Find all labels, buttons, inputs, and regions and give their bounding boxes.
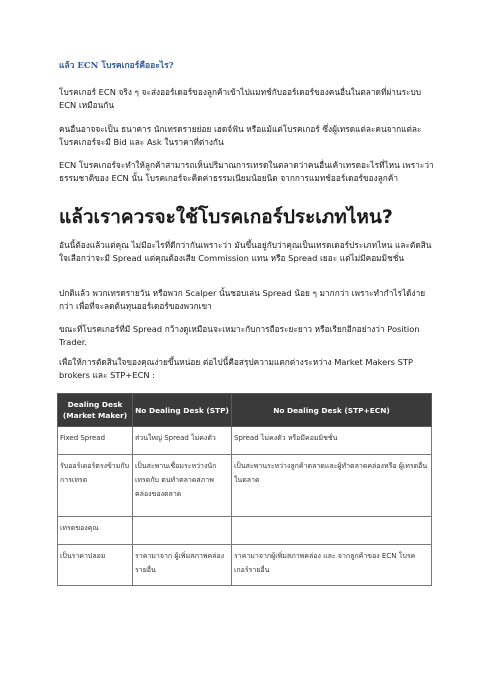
comparison-table	[57, 393, 432, 586]
paragraph: ปกติแล้ว พวกเทรดรายวัน หรือพวก Scalper นั้นชอบเล่น Spread น้อย ๆ มากกว่า เพราะทำกำไรได้ง่ายกว่า เพื่อที่จะลดต้นทุนออร์เดอร์ของพวกเขา	[59, 288, 426, 311]
paragraph: โบรคเกอร์ ECN จริง ๆ จะส่งออร์เดอร์ของลูกค้าเข้าไปแมทช์กับออร์เดอร์ของคนอื่นในตลาดที่ผ่านระบบ ECN เหมือนกัน	[59, 87, 422, 110]
table-header-cell: Dealing Desk (Market Maker)	[58, 394, 133, 427]
table-cell: ราคามาจาก ผู้เพิ่มสภาพคล่องรายอื่น	[133, 545, 232, 586]
table-header-cell: No Dealing Desk (STP+ECN)	[232, 394, 432, 427]
table-row	[58, 455, 432, 517]
table-cell: ส่วนใหญ่ Spread ไม่คงตัว	[133, 427, 232, 455]
table-cell: ราคามาจากผู้เพิ่มสภาพคล่อง และ จากลูกค้าของ ECN โบรคเกอร์รายอื่น	[232, 545, 432, 586]
paragraph: คนอื่นอาจจะเป็น ธนาคาร นักเทรดรายย่อย เฮดจ์ฟัน หรือแม้แต่โบรคเกอร์ ซึ่งผู้เทรดแต่ละคนจากแต่ละโบรคเกอร์จะมี Bid และ Ask ในราคาที่ต่างกัน	[59, 124, 422, 147]
table-cell: เป็นสะพานเชื่อมระหว่างนักเทรดกับ ตนทำตลาดสภาพคล่องของตลาด	[133, 455, 232, 517]
table-header-row	[58, 394, 432, 427]
table-row	[58, 545, 432, 586]
table-cell: Spread ไม่คงตัว หรือมีคอมมิชชั่น	[232, 427, 432, 455]
table-row	[58, 517, 432, 545]
table-header-cell: No Dealing Desk (STP)	[133, 394, 232, 427]
table-cell: Fixed Spread	[58, 427, 133, 455]
paragraph: ECN โบรคเกอร์จะทำให้ลูกค้าสามารถเห็นปริมาณการเทรดในตลาดว่าคนอื่นเค้าเทรดอะไรที่ไหน เพราะว่า ธรรมชาติของ ECN นั้น โบรคเกอร์จะคิดค่าธรรมเนียมน้อยนิด จากการแมทช์ออร์เดอร์ของลูกค้า	[59, 160, 434, 183]
table-cell: เป็นราคาปลอม	[58, 545, 133, 586]
paragraph: อันนี้ต้องแล้วแต่คุณ ไม่มีอะไรที่ดีกว่ากันเพราะว่า มันขึ้นอยู่กับว่าคุณเป็นเทรดเดอร์ประเภทไหน และตัดสินใจเลือกว่าจะมี Spread แต่คุณต้องเสีย Commission แทน หรือ Spread เยอะ แต่ไม่มีคอมมิชชั่น	[59, 240, 432, 263]
table-cell: รับออร์เดอร์ตรงข้ามกับการเทรด	[58, 455, 133, 517]
table-cell: เป็นสะพานระหว่างลูกค้าตลาดและผู้ทำตลาดคล่องหรือ ผู้เทรดอื่น ในตลาด	[232, 455, 432, 517]
main-heading: แล้วเราควรจะใช้โบรคเกอร์ประเภทไหน?	[59, 206, 393, 228]
table-cell	[232, 517, 432, 545]
paragraph: ขณะที่โบรคเกอร์ที่มี Spread กว้างดูเหมือนจะเหมาะกับการถือระยะยาว หรือเรียกอีกอย่างว่า Position Trader.	[59, 324, 420, 347]
table-row	[58, 427, 432, 455]
table-cell	[133, 517, 232, 545]
table-cell: เทรดของคุณ	[58, 517, 133, 545]
section-title: แล้ว ECN โบรคเกอร์คืออะไร?	[59, 61, 174, 71]
paragraph: เพื่อให้การตัดสินใจของคุณง่ายขึ้นหน่อย ต่อไปนี้คือสรุปความแตกต่างระหว่าง Market Makers STP brokers และ STP+ECN :	[59, 357, 413, 380]
